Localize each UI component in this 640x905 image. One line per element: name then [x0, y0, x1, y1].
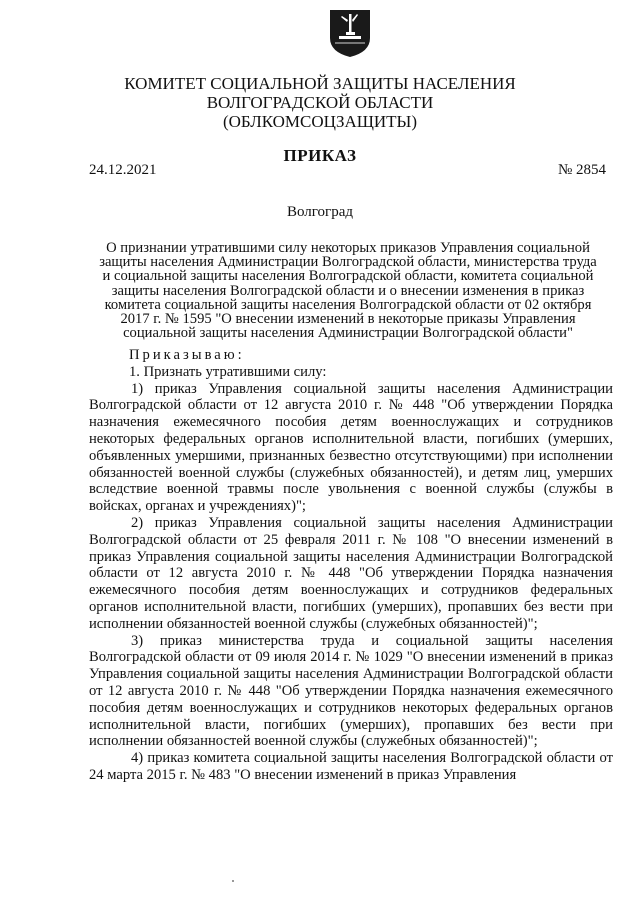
list-item-4: 4) приказ комитета социальной защиты населения Волгоградской области от 24 марта 2015 г. № 483 "О внесении изменений в приказ Управления — [89, 750, 613, 783]
paragraph-1: 1. Признать утратившими силу: — [129, 363, 327, 380]
subject-line: социальной защиты населения Администрации Волгоградской области" — [123, 325, 573, 342]
list-item-2: 2) приказ Управления социальной защиты населения Администрации Волгоградской области от 25 февраля 2011 г. № 108 "О внесении изменений в приказ Управления социальной защиты населения Администрации Волгоградской области от 12 августа 2010 г. № 448 "Об утверждении Порядка назначения ежемесячного пособия детям военнослужащих и сотрудников федеральных органов исполнительной власти, погибших (умерших), пропавших без вести при исполнении обязанностей военной службы (служебных обязанностей)"; — [89, 514, 613, 632]
organization-name — [0, 74, 640, 131]
document-date: 24.12.2021 — [89, 162, 157, 178]
document-subject — [78, 241, 618, 340]
subject-line: 2017 г. № 1595 "О внесении изменений в некоторые приказы Управления — [120, 311, 576, 328]
document-number: № 2854 — [557, 162, 606, 178]
subject-line: комитета социальной защиты населения Волгоградской области от 02 октября — [104, 296, 592, 313]
subject-line: защиты населения Волгоградской области и о внесении изменения в приказ — [111, 282, 585, 299]
document-body — [89, 347, 613, 784]
org-line-2: ВОЛГОГРАДСКОЙ ОБЛАСТИ — [206, 93, 434, 112]
scan-speck — [232, 880, 234, 882]
org-line-3: (ОБЛКОМСОЦЗАЩИТЫ) — [222, 112, 418, 131]
list-item-3: 3) приказ министерства труда и социальной защиты населения Волгоградской области от 09 июля 2014 г. № 1029 "О внесении изменений в приказ Управления социальной защиты населения Администрации Волгоградской области от 12 августа 2010 г. № 448 "Об утверждении Порядка назначения ежемесячного пособия детям военнослужащих и сотрудников некоторых федеральных органов исполнительной власти, погибших (умерших), пропавших без вести при исполнении обязанностей военной службы (служебных обязанностей)"; — [89, 632, 613, 750]
subject-line: О признании утратившими силу некоторых приказов Управления социальной — [106, 240, 590, 256]
subject-line: защиты населения Администрации Волгоградской области, министерства труда — [99, 254, 597, 271]
document-city: Волгоград — [286, 204, 353, 220]
volgograd-coat-of-arms-icon — [327, 8, 373, 58]
subject-line: и социальной защиты населения Волгоградской области, комитета социальной — [102, 268, 594, 285]
list-item-1: 1) приказ Управления социальной защиты населения Администрации Волгоградской области от 12 августа 2010 г. № 448 "Об утверждении Порядка назначения ежемесячного пособия детям военнослужащих и сотрудников некоторых федеральных органов исполнительной власти, погибших (умерших, объявленных умершими, признанных безвестно отсутствующими) при исполнении обязанностей военной службы (служебных обязанностей), и детям лиц, умерших вследствие военной травмы после увольнения с военной службы (службы в войсках, органах и учреждениях)"; — [89, 380, 613, 515]
org-line-1: КОМИТЕТ СОЦИАЛЬНОЙ ЗАЩИТЫ НАСЕЛЕНИЯ — [124, 74, 516, 93]
document-type: ПРИКАЗ — [283, 146, 357, 165]
order-word: Приказываю: — [129, 347, 245, 363]
